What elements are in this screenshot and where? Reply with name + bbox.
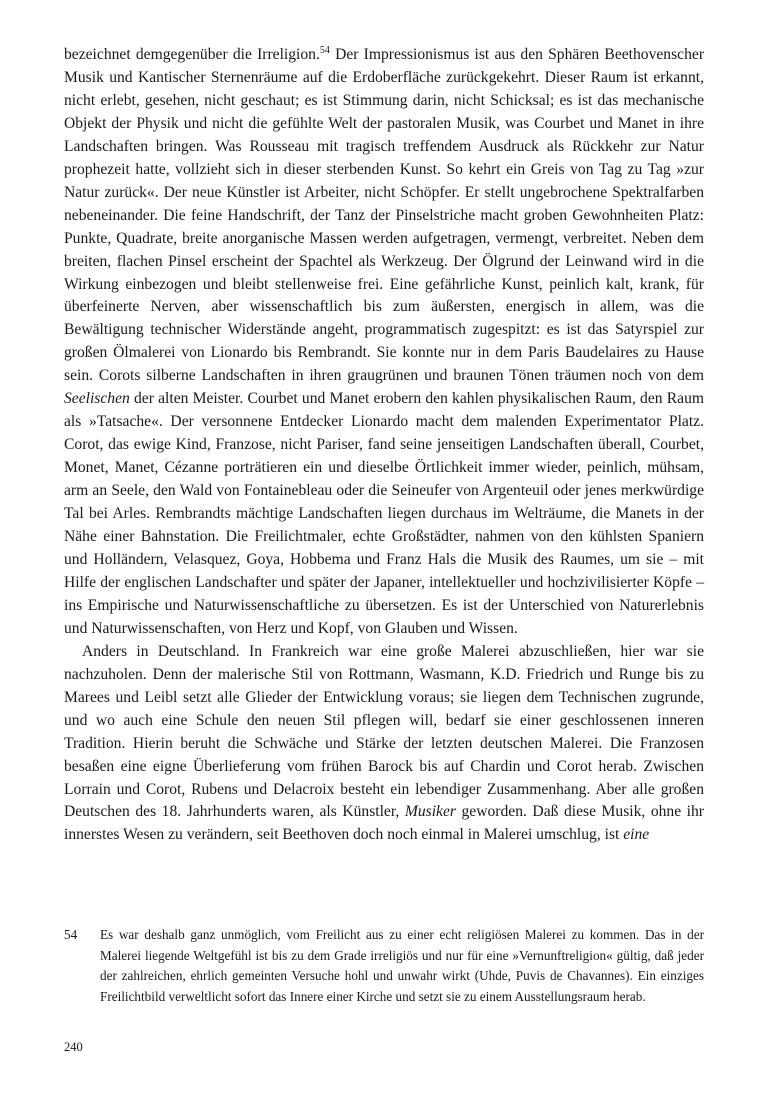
paragraph-2 xyxy=(64,641,704,848)
paragraph-2-part-2: geworden. Daß diese Musik, ohne ihr innerstes Wesen zu verändern, seit Beethoven doch noch einmal in Malerei umschlug, ist xyxy=(64,803,705,844)
page-number: 240 xyxy=(64,1040,83,1054)
paragraph-1-part-2: Der Impressionismus ist aus den Sphären Beethovenscher Musik und Kantischer Sternenräume auf die Erdoberfläche zurückgekehrt. Dieser Raum ist erkannt, nicht erlebt, gesehen, nicht geschaut; es ist Stimmung darin, nicht Schicksal; es ist das mechanische Objekt der Physik und nicht die gefühlte Welt der pastoralen Musik, was Courbet und Manet in ihre Landschaften bringen. Was Rousseau mit tragisch treffendem Ausdruck als Rückkehr zur Natur prophezeit hatte, vollzieht sich in dieser sterbenden Kunst. So kehrt ein Greis von Tag zu Tag »zur Natur zurück«. Der neue Künstler ist Arbeiter, nicht Schöpfer. Er stellt ungebrochene Spektralfarben nebeneinander. Die feine Handschrift, der Tanz der Pinselstriche macht groben Gewohnheiten Platz: Punkte, Quadrate, breite anorganische Massen werden aufgetragen, vermengt, verbreitet. Neben dem breiten, flachen Pinsel erscheint der Spachtel als Werkzeug. Der Ölgrund der Leinwand wird in die Wirkung einbezogen und bleibt stellenweise frei. Eine gefährliche Kunst, peinlich kalt, krank, für überfeinerte Nerven, aber wissenschaftlich bis zum äußersten, energisch in allem, was die Bewältigung technischer Widerstände angeht, programmatisch zugespitzt: es ist das Satyrspiel zur großen Ölmalerei von Lionardo bis Rembrandt. Sie konnte nur in dem Paris Baudelaires zu Hause sein. Corots silberne Landschaften in ihren graugrünen und braunen Tönen träumen noch von dem xyxy=(64,46,705,385)
footnote-reference[interactable]: 54 xyxy=(319,45,330,56)
main-text xyxy=(64,44,704,847)
footnote-number: 54 xyxy=(64,927,78,942)
footnote-text: Es war deshalb ganz unmöglich, vom Freilicht aus zu einer echt religiösen Malerei zu kommen. Das in der Malerei liegende Weltgefühl ist bis zu dem Grade irreligiös und nur für eine »Vernunftreligion« gültig, daß jeder der zahlreichen, ehrlich gemeinten Versuche hohl und unwahr wirkt (Uhde, Puvis de Chavannes). Ein einziges Freilichtbild verweltlicht sofort das Innere einer Kirche und setzt sie zu einem Ausstellungsraum herab. xyxy=(100,927,704,1004)
page-body xyxy=(64,44,704,847)
paragraph-1 xyxy=(64,44,704,641)
footnote-54 xyxy=(64,925,704,1007)
paragraph-1-part-3: der alten Meister. Courbet und Manet erobern den kahlen physikalischen Raum, den Raum als »Tatsache«. Der versonnene Entdecker Lionardo macht dem malenden Experimentator Platz. Corot, das ewige Kind, Franzose, nicht Pariser, fand seine jenseitigen Landschaften überall, Courbet, Monet, Manet, Cézanne porträtieren ein und dieselbe Örtlichkeit immer wieder, peinlich, mühsam, arm an Seele, den Wald von Fontainebleau oder die Seineufer von Argenteuil oder jenes merkwürdige Tal bei Arles. Rembrandts mächtige Landschaften liegen durchaus im Welträume, die Manets in der Nähe einer Bahnstation. Die Freilichtmaler, echte Großstädter, nahmen von den kühlsten Spaniern und Holländern, Velasquez, Goya, Hobbema und Franz Hals die Musik des Raumes, um sie – mit Hilfe der englischen Landschafter und später der Japaner, intellektueller und hochzivilisierter Köpfe – ins Empirische und Naturwissenschaftliche zu übersetzen. Es ist der Unterschied von Naturerlebnis und Naturwissenschaften, von Herz und Kopf, von Glauben und Wissen. xyxy=(64,390,704,637)
footnotes xyxy=(64,925,704,1007)
paragraph-1-part-1: bezeichnet demgegenüber die Irreligion. xyxy=(64,46,320,63)
paragraph-2-part-1: Anders in Deutschland. In Frankreich war eine große Malerei abzuschließen, hier war sie nachzuholen. Denn der malerische Stil von Rottmann, Wasmann, K.D. Friedrich und Runge bis zu Marees und Leibl setzt alle Glieder der Entwicklung voraus; sie liegen dem Technischen zugrunde, und wo auch eine Schule den neuen Stil pflegen will, bedarf sie einer geschlossenen inneren Tradition. Hierin beruht die Schwäche und Stärke der letzten deutschen Malerei. Die Franzosen besaßen eine eigne Überlieferung vom frühen Barock bis auf Chardin und Corot herab. Zwischen Lorrain und Corot, Rubens und Delacroix besteht ein lebendiger Zusammenhang. Aber alle großen Deutschen des 18. Jahrhunderts waren, als Künstler, xyxy=(64,642,704,821)
paragraph-2-italic-2: eine xyxy=(623,826,650,844)
paragraph-1-italic-1: Seelischen xyxy=(64,390,130,408)
paragraph-2-italic-1: Musiker xyxy=(404,803,456,821)
